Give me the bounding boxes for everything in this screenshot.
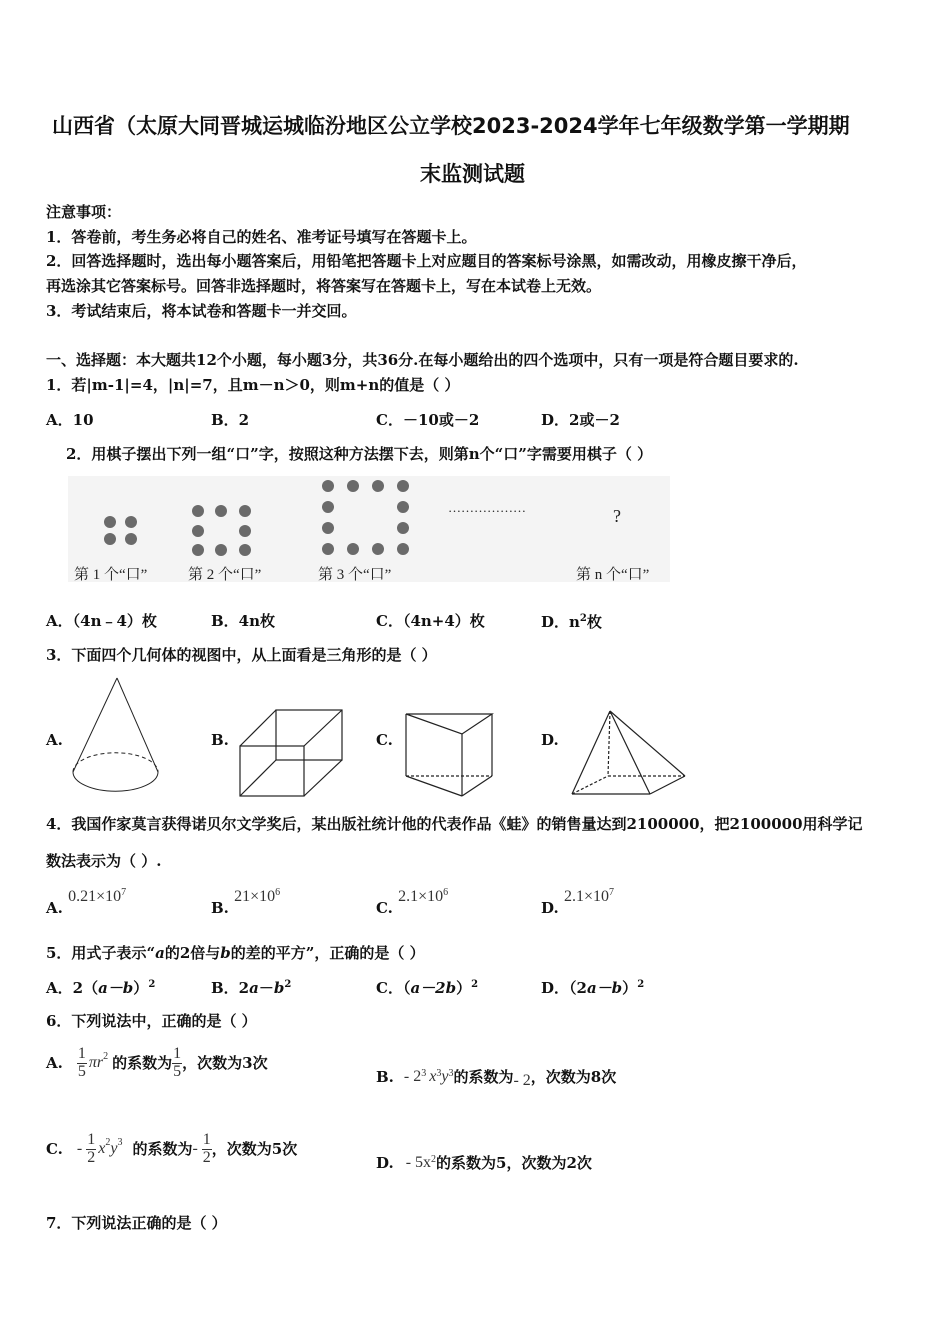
chess-piece <box>192 525 204 537</box>
q6-d-label: D. <box>376 1153 394 1172</box>
q6-b-y-sup: 3 <box>448 1068 454 1079</box>
chess-piece <box>347 480 359 492</box>
q2-option-d-suffix: 枚 <box>586 613 602 631</box>
q6-a-term: πr <box>88 1054 104 1072</box>
q6-d-text: 的系数为5，次数为2次 <box>436 1153 592 1172</box>
numerator: 1 <box>173 1045 182 1062</box>
q2-option-c: C．（4n+4）枚 <box>376 612 485 630</box>
q6-b-coef: - 2 <box>513 1072 531 1089</box>
q5-c-expr: a－2b <box>410 979 457 997</box>
q4-option-expr: 2.1×10 <box>398 888 444 905</box>
question-4-stem-line2: 数法表示为（ ）. <box>46 852 162 870</box>
q6-c-text1: 的系数为 <box>132 1139 193 1158</box>
q4-option-expr: 21×10 <box>234 888 276 905</box>
q4-option-exp: 6 <box>275 887 281 898</box>
q5-square: 2 <box>637 979 645 990</box>
numerator: 1 <box>77 1045 86 1062</box>
q5-b-expr1: a <box>249 979 259 997</box>
chess-piece <box>397 543 409 555</box>
q6-option-a <box>46 1046 268 1081</box>
q6-c-fraction <box>86 1132 96 1167</box>
q4-option-label: B. <box>211 899 229 917</box>
question-4-stem: 4．我国作家莫言获得诺贝尔文学奖后，某出版社统计他的代表作品《蛙》的销售量达到2100000，把2100000用科学记 <box>46 815 863 833</box>
notice-item: 3．考试结束后，将本试卷和答题卡一并交回。 <box>46 302 357 320</box>
question-6-stem: 6．下列说法中，正确的是（ ） <box>46 1012 257 1030</box>
chess-piece <box>192 505 204 517</box>
pattern-unknown-mark: ? <box>613 506 621 526</box>
chess-piece <box>104 533 116 545</box>
q3-option-d-label: D. <box>541 731 559 749</box>
question-3-stem: 3．下面四个几何体的视图中，从上面看是三角形的是（ ） <box>46 646 437 664</box>
q4-option-exp: 6 <box>443 887 449 898</box>
q4-option-c <box>376 887 449 917</box>
q3-option-b-label: B. <box>211 731 229 749</box>
pyramid-figure <box>570 708 690 798</box>
chess-piece <box>322 501 334 513</box>
chess-piece <box>125 533 137 545</box>
q5-square: 2 <box>284 979 292 990</box>
pattern-ellipsis: ……………… <box>448 500 526 515</box>
q4-option-label: D. <box>541 899 559 917</box>
q2-option-d <box>541 614 602 630</box>
q6-a-fraction <box>77 1046 87 1081</box>
chess-piece <box>215 544 227 556</box>
q5-b-label: B．2 <box>211 979 250 997</box>
question-2-stem: 2．用棋子摆出下列一组“口”字，按照这种方法摆下去，则第n个“口”字需要用棋子（ ） <box>66 445 653 463</box>
q5-c-label: C．（ <box>376 979 411 997</box>
question-1-stem: 1．若|m-1|=4，|n|=7，且m－n＞0，则m+n的值是（ ） <box>46 376 460 394</box>
denominator: 5 <box>173 1062 182 1080</box>
q6-c-y: y <box>110 1140 118 1158</box>
denominator: 5 <box>77 1062 86 1080</box>
page-title: 山西省（太原大同晋城运城临汾地区公立学校2023-2024学年七年级数学第一学期期 <box>52 114 850 138</box>
chess-piece <box>322 480 334 492</box>
q5-var-a: a <box>155 944 165 962</box>
q5-square: 2 <box>471 979 479 990</box>
q5-a-label: A．2（ <box>46 979 99 997</box>
q6-b-y: y <box>441 1068 449 1085</box>
q5-c-close: ） <box>456 979 472 997</box>
q5-option-a <box>46 980 155 996</box>
question-5-stem <box>46 946 425 961</box>
q4-option-a <box>46 887 127 917</box>
q6-c-x-sup: 2 <box>105 1137 111 1148</box>
q6-a-text1: 的系数为 <box>112 1053 173 1072</box>
section-heading: 一、选择题：本大题共12个小题，每小题3分，共36分.在每小题给出的四个选项中，只有一项是符合题目要求的. <box>46 351 799 369</box>
chess-piece <box>397 480 409 492</box>
chess-piece <box>215 505 227 517</box>
q6-option-d <box>376 1155 592 1171</box>
q6-c-sign2: - <box>192 1140 198 1158</box>
q5-b-mid: － <box>258 979 274 997</box>
q6-c-y-sup: 3 <box>117 1137 123 1148</box>
notice-item: 1．答卷前，考生务必将自己的姓名、准考证号填写在答题卡上。 <box>46 228 477 246</box>
q5-square: 2 <box>148 979 156 990</box>
q5-stem-pre: 5．用式子表示“ <box>46 944 156 962</box>
q5-b-expr2: b <box>273 979 285 997</box>
q4-option-expr: 2.1×10 <box>563 888 609 905</box>
q6-a-label: A. <box>46 1053 63 1072</box>
q1-option-c: C．－10或－2 <box>376 411 480 429</box>
chess-piece <box>239 525 251 537</box>
q4-option-exp: 7 <box>608 887 614 898</box>
q3-option-a-label: A. <box>46 731 63 749</box>
chess-piece <box>372 480 384 492</box>
chess-piece <box>322 543 334 555</box>
q6-c-sign: - <box>76 1140 83 1158</box>
q5-stem-mid: 的2倍与 <box>164 944 221 962</box>
chess-piece <box>397 501 409 513</box>
pattern-label-3: 第 3 个“口” <box>318 567 392 583</box>
q5-option-b <box>211 980 291 996</box>
q5-stem-post: 的差的平方”，正确的是（ ） <box>230 944 425 962</box>
q2-option-b: B．4n枚 <box>211 612 276 630</box>
q6-b-sup: 3 <box>421 1068 427 1079</box>
notice-item: 2．回答选择题时，选出每小题答案后，用铅笔把答题卡上对应题目的答案标号涂黑，如需改动，用橡皮擦干净后， <box>46 252 807 270</box>
q4-option-expr: 0.21×10 <box>68 888 122 905</box>
q5-a-expr: a－b <box>98 979 134 997</box>
q1-option-a: A．10 <box>46 411 94 429</box>
q2-option-d-sup: 2 <box>579 613 587 624</box>
chess-piece <box>192 544 204 556</box>
q4-option-exp: 7 <box>121 887 127 898</box>
pattern-label-2: 第 2 个“口” <box>188 567 262 583</box>
denominator: 2 <box>202 1148 211 1166</box>
cube-figure <box>238 708 348 798</box>
q6-c-x: x <box>98 1140 106 1158</box>
q6-a-coef-fraction <box>172 1046 182 1081</box>
numerator: 1 <box>202 1131 211 1148</box>
q2-option-a: A．（4n﹣4）枚 <box>46 612 157 630</box>
chess-piece <box>372 543 384 555</box>
question-7-stem: 7．下列说法正确的是（ ） <box>46 1214 227 1232</box>
q6-option-b <box>376 1067 617 1089</box>
chess-pattern-figure <box>68 476 670 582</box>
q2-option-d-text: D．n <box>541 613 580 631</box>
cone-figure <box>70 676 160 798</box>
q5-d-label: D．（2 <box>541 979 587 997</box>
q5-var-b: b <box>220 944 231 962</box>
q4-option-b <box>211 887 281 917</box>
q1-option-d: D．2或－2 <box>541 411 620 429</box>
q3-option-c-label: C. <box>376 731 393 749</box>
q5-option-d <box>541 980 644 996</box>
q6-b-label: B. <box>376 1067 394 1086</box>
q5-option-c <box>376 980 478 996</box>
q6-c-coef-fraction <box>202 1132 212 1167</box>
q6-c-label: C. <box>46 1139 63 1158</box>
q6-b-text2: ，次数为8次 <box>530 1067 617 1086</box>
q6-d-expr: - 5x <box>405 1154 432 1171</box>
q6-b-x-sup: 3 <box>436 1068 442 1079</box>
chess-piece <box>347 543 359 555</box>
notice-heading: 注意事项： <box>46 203 122 221</box>
prism-figure <box>404 712 496 798</box>
pattern-label-1: 第 1 个“口” <box>74 567 148 583</box>
q6-b-expr: - 2 <box>403 1068 422 1085</box>
q1-option-b: B．2 <box>211 411 250 429</box>
q6-option-c <box>46 1132 297 1167</box>
q6-b-text1: 的系数为 <box>453 1067 514 1086</box>
page-title-line2: 末监测试题 <box>420 162 525 186</box>
chess-piece <box>239 505 251 517</box>
denominator: 2 <box>87 1148 96 1166</box>
q5-d-close: ） <box>622 979 638 997</box>
chess-piece <box>104 516 116 528</box>
q4-option-label: C. <box>376 899 393 917</box>
notice-item: 再选涂其它答案标号。回答非选择题时，将答案写在答题卡上，写在本试卷上无效。 <box>46 277 602 295</box>
q6-d-sup: 2 <box>431 1154 437 1165</box>
q4-option-label: A. <box>46 899 63 917</box>
q6-a-sup: 2 <box>103 1051 109 1062</box>
q5-a-close: ） <box>133 979 149 997</box>
q6-a-text2: ，次数为3次 <box>182 1053 268 1072</box>
q6-c-text2: ，次数为5次 <box>211 1139 298 1158</box>
chess-piece <box>397 522 409 534</box>
q6-b-x: x <box>429 1068 437 1085</box>
q5-d-expr: a－b <box>586 979 623 997</box>
q4-option-d <box>541 887 614 917</box>
pattern-label-n: 第 n 个“口” <box>576 567 650 583</box>
chess-piece <box>239 544 251 556</box>
chess-piece <box>322 522 334 534</box>
numerator: 1 <box>87 1131 96 1148</box>
chess-piece <box>125 516 137 528</box>
